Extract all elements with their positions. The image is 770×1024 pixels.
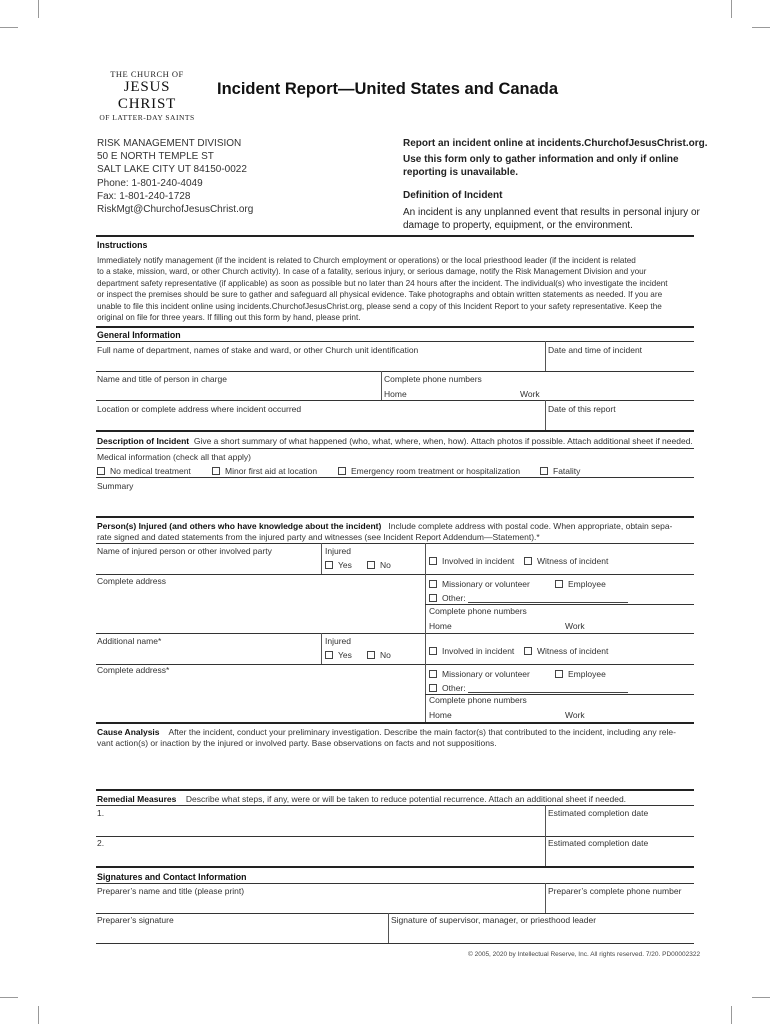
online-notice [403, 137, 707, 179]
opt-label: No medical treatment [110, 466, 191, 476]
injured-no[interactable] [367, 650, 391, 660]
divider [96, 448, 694, 449]
online-line-3: reporting is unavailable. [403, 167, 519, 178]
divider [96, 235, 694, 237]
divider [388, 913, 389, 943]
summary-field[interactable]: Summary [97, 481, 134, 491]
opt-emergency[interactable] [338, 466, 520, 476]
instructions-heading: Instructions [97, 240, 148, 250]
checkbox[interactable] [555, 580, 563, 588]
email: RiskMgt@ChurchofJesusChrist.org [97, 204, 254, 215]
work-phone-field[interactable]: Work [565, 621, 585, 631]
checkbox[interactable] [524, 557, 532, 565]
work-phone-field[interactable]: Work [565, 710, 585, 720]
remedial-heading-row [97, 794, 626, 804]
preparer-signature-field[interactable]: Preparer’s signature [97, 915, 174, 925]
no-label: No [380, 560, 391, 570]
divider [96, 341, 694, 342]
cause-text-1: After the incident, conduct your preliminary investigation. Describe the main factor(s) that contributed to the incident, including any rele- [168, 727, 676, 737]
instructions-line: or inspect the premises should be sure to gather and safeguard all physical evidence. Take photographs and obtain written statements as needed. If you are [97, 290, 663, 300]
persons-text-1: Include complete address with postal code. When appropriate, obtain sepa- [388, 521, 673, 531]
persons-heading-row [97, 521, 672, 531]
employee-label: Employee [568, 669, 606, 679]
cause-heading-row [97, 727, 676, 737]
injured-name-field[interactable]: Name of injured person or other involved party [97, 546, 272, 556]
estimated-date-1[interactable]: Estimated completion date [548, 808, 649, 818]
divider [96, 326, 694, 328]
crop-mark [731, 1006, 732, 1024]
other-input[interactable] [468, 594, 628, 603]
description-heading: Description of Incident [97, 436, 190, 446]
divider [96, 866, 694, 868]
divider [96, 664, 694, 665]
other-label: Other: [442, 683, 466, 693]
general-heading: General Information [97, 330, 181, 340]
witness-label: Witness of incident [537, 556, 609, 566]
checkbox[interactable] [325, 561, 333, 569]
checkbox[interactable] [429, 670, 437, 678]
crop-mark [752, 997, 770, 998]
cause-text-2: vant action(s) or inaction by the injured or involved party. Base observations on facts and not suppositions. [97, 738, 497, 748]
fax: Fax: 1-801-240-1728 [97, 191, 191, 202]
phones-label: Complete phone numbers [429, 695, 527, 705]
definition-block [403, 189, 700, 232]
instructions-line: department safety representative (if applicable) as soon as possible but no later than 24 hours after the incident. The individual(s) who investigate the incident [97, 278, 668, 288]
online-line-1: Report an incident online at incidents.ChurchofJesusChrist.org. [403, 138, 708, 149]
other-label: Other: [442, 593, 466, 603]
divider [425, 543, 426, 574]
divider [321, 633, 322, 664]
address-block [97, 137, 253, 216]
online-line-2: Use this form only to gather information and only if online [403, 154, 679, 165]
crop-mark [0, 997, 18, 998]
phones-label: Complete phone numbers [429, 606, 527, 616]
home-phone-field[interactable]: Home [429, 710, 452, 720]
crop-mark [0, 27, 18, 28]
divider [96, 400, 694, 401]
preparer-phone-field[interactable]: Preparer’s complete phone number [548, 886, 682, 896]
dept-field[interactable]: Full name of department, names of stake and ward, or other Church unit identification [97, 345, 419, 355]
divider [96, 574, 694, 575]
phones-label: Complete phone numbers [384, 374, 482, 384]
employee-label: Employee [568, 579, 606, 589]
missionary-label: Missionary or volunteer [442, 669, 530, 679]
missionary-option[interactable] [429, 579, 530, 589]
cause-heading: Cause Analysis [97, 727, 160, 737]
incident-datetime-field[interactable]: Date and time of incident [548, 345, 643, 355]
report-date-field[interactable]: Date of this report [548, 404, 616, 414]
remedial-item-1[interactable]: 1. [97, 808, 105, 818]
city: SALT LAKE CITY UT 84150-0022 [97, 164, 247, 175]
involved-label: Involved in incident [442, 556, 515, 566]
divider [96, 543, 694, 544]
instructions-line: original on file for three years. If filling out this form by hand, please print. [97, 313, 361, 323]
injured-yes[interactable] [325, 650, 352, 660]
divider [96, 722, 694, 724]
preparer-name-field[interactable]: Preparer’s name and title (please print) [97, 886, 245, 896]
divider [545, 805, 546, 836]
checkbox[interactable] [429, 580, 437, 588]
witness-label: Witness of incident [537, 646, 609, 656]
signatures-heading: Signatures and Contact Information [97, 872, 247, 882]
additional-address-field[interactable]: Complete address* [97, 665, 170, 675]
divider [381, 371, 382, 400]
checkbox[interactable] [524, 647, 532, 655]
medical-label: Medical information (check all that apply) [97, 452, 252, 462]
missionary-label: Missionary or volunteer [442, 579, 530, 589]
divider [96, 805, 694, 806]
definition-line-2: damage to property, equipment, or the environment. [403, 220, 633, 231]
divider [96, 371, 694, 372]
divider [96, 477, 694, 478]
checkbox[interactable] [367, 651, 375, 659]
divider [96, 836, 694, 837]
involved-label: Involved in incident [442, 646, 515, 656]
opt-label: Fatality [553, 466, 581, 476]
divider [96, 516, 694, 518]
crop-mark [731, 0, 732, 18]
checkbox[interactable] [429, 684, 437, 692]
divider [96, 913, 694, 914]
street: 50 E NORTH TEMPLE ST [97, 151, 214, 162]
description-heading-row [97, 436, 693, 446]
instructions-line: to a stake, mission, ward, or other Church activity). In case of a fatality, serious injury, or serious damage, notify the Risk Management Division and your [97, 267, 647, 277]
other-option[interactable] [429, 683, 628, 693]
yes-label: Yes [338, 560, 352, 570]
divider [96, 943, 694, 944]
remedial-item-2[interactable]: 2. [97, 838, 105, 848]
other-option[interactable] [429, 593, 628, 603]
divider [96, 789, 694, 791]
divider [96, 430, 694, 432]
divider [545, 836, 546, 866]
opt-first-aid[interactable] [212, 466, 317, 476]
logo-line-2: JESUS CHRIST [117, 79, 177, 112]
instructions-line: Immediately notify management (if the incident is related to Church employment or operations) or the local priesthood leader (if the incident is related [97, 256, 636, 265]
divider [321, 543, 322, 574]
injured-yes[interactable] [325, 560, 352, 570]
supervisor-signature-field[interactable]: Signature of supervisor, manager, or priesthood leader [391, 915, 597, 925]
estimated-date-2[interactable]: Estimated completion date [548, 838, 649, 848]
home-phone-field[interactable]: Home [384, 389, 407, 399]
persons-heading: Person(s) Injured (and others who have knowledge about the incident) [97, 521, 382, 531]
divider [425, 604, 694, 605]
opt-no-treatment[interactable] [97, 466, 191, 476]
divider [96, 633, 694, 634]
other-input[interactable] [468, 684, 628, 693]
checkbox[interactable] [212, 467, 220, 475]
additional-name-field[interactable]: Additional name* [97, 636, 162, 646]
crop-mark [38, 1006, 39, 1024]
instructions-text [97, 255, 697, 323]
witness-option[interactable] [524, 556, 608, 566]
divider [545, 883, 546, 913]
injured-label: Injured [325, 636, 351, 646]
phone: Phone: 1-801-240-4049 [97, 178, 203, 189]
divider [96, 883, 694, 884]
divider [545, 400, 546, 430]
division: RISK MANAGEMENT DIVISION [97, 138, 242, 149]
missionary-option[interactable] [429, 669, 530, 679]
checkbox[interactable] [555, 670, 563, 678]
instructions-line: unable to file this incident online using incidents.ChurchofJesusChrist.org, please send a copy of this Incident Report to your safety representative. Keep the [97, 301, 662, 311]
witness-option[interactable] [524, 646, 608, 656]
checkbox[interactable] [429, 647, 437, 655]
opt-label: Minor first aid at location [225, 466, 318, 476]
checkbox[interactable] [367, 561, 375, 569]
location-field[interactable]: Location or complete address where incident occurred [97, 404, 302, 414]
opt-label: Emergency room treatment or hospitalization [351, 466, 521, 476]
logo-line-3: OF LATTER-DAY SAINTS [99, 113, 195, 122]
form-title: Incident Report—United States and Canada [217, 80, 559, 98]
remedial-heading: Remedial Measures [97, 794, 177, 804]
checkbox[interactable] [429, 557, 437, 565]
involved-option[interactable] [429, 556, 514, 566]
crop-mark [752, 27, 770, 28]
checkbox[interactable] [325, 651, 333, 659]
person-in-charge-field[interactable]: Name and title of person in charge [97, 374, 227, 384]
checkbox[interactable] [540, 467, 548, 475]
injured-label: Injured [325, 546, 351, 556]
divider [545, 341, 546, 371]
injured-no[interactable] [367, 560, 391, 570]
checkbox[interactable] [338, 467, 346, 475]
divider [425, 633, 426, 664]
home-phone-field[interactable]: Home [429, 621, 452, 631]
no-label: No [380, 650, 391, 660]
checkbox[interactable] [97, 467, 105, 475]
definition-heading: Definition of Incident [403, 190, 503, 201]
remedial-text: Describe what steps, if any, were or will be taken to reduce potential recurrence. Attach an additional sheet if needed. [185, 794, 627, 804]
persons-text-2: rate signed and dated statements from the injured party and witnesses (see Incident Report Addendum—Statement).* [97, 532, 540, 542]
church-logo [96, 69, 198, 122]
involved-option[interactable] [429, 646, 514, 656]
description-text: Give a short summary of what happened (who, what, where, when, how). Attach photos if possible. Attach additional sheet if needed. [193, 436, 693, 446]
definition-line-1: An incident is any unplanned event that results in personal injury or [403, 207, 700, 218]
work-phone-field[interactable]: Work [520, 389, 540, 399]
copyright-footer: © 2005, 2020 by Intellectual Reserve, Inc. All rights reserved. 7/20. PD00002322 [468, 951, 701, 958]
employee-option[interactable] [555, 669, 606, 679]
logo-line-1: THE CHURCH OF [110, 69, 184, 79]
crop-mark [38, 0, 39, 18]
checkbox[interactable] [429, 594, 437, 602]
employee-option[interactable] [555, 579, 606, 589]
opt-fatality[interactable] [540, 466, 580, 476]
address-field[interactable]: Complete address [97, 576, 166, 586]
yes-label: Yes [338, 650, 352, 660]
